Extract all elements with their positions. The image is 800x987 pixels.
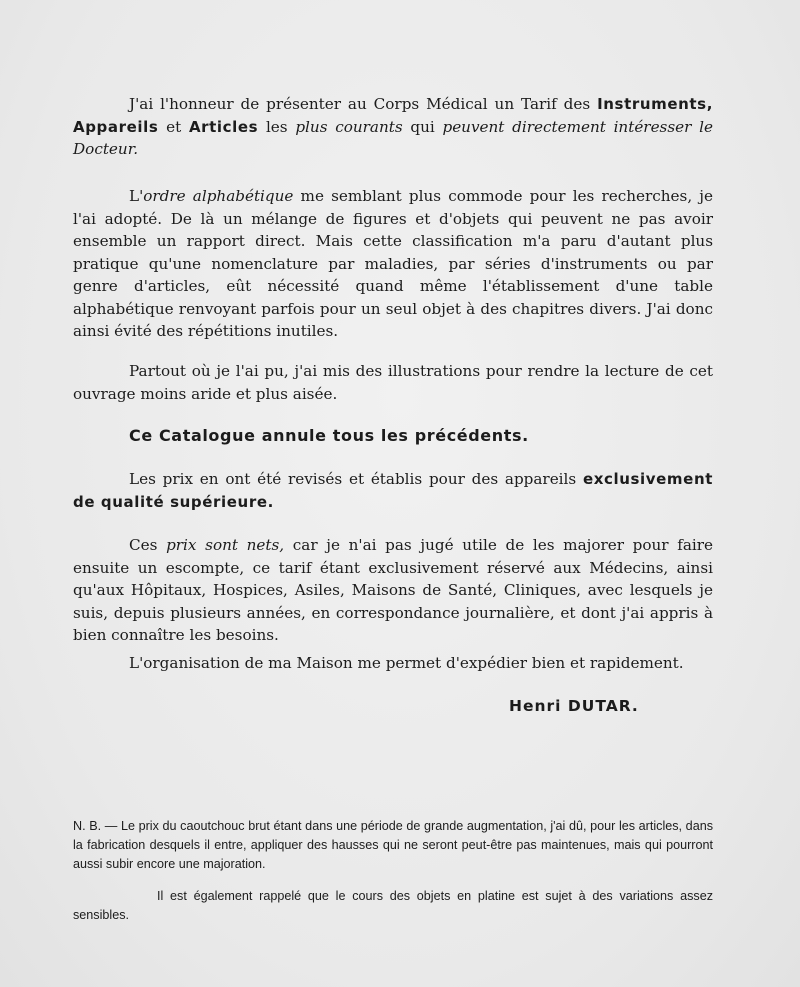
paragraph-organisation <box>73 652 713 675</box>
nets-text-start: Ces <box>129 536 167 554</box>
prix-bold: exclusivement de qualité supérieure. <box>73 470 713 511</box>
intro-text-et: et <box>158 117 189 136</box>
note-platine <box>73 887 713 925</box>
prix-text-start: Les prix en ont été revisés et établis pour des appareils <box>129 470 583 488</box>
note-caoutchouc: N. B. — Le prix du caoutchouc brut étant dans une période de grande augmentation, j'ai dû, pour les articles, dans la fabrication desquels il entre, appliquer des hausses qui ne seront peut-être pas maintenues, mais qui pourront aussi subir encore une majoration. <box>73 819 713 871</box>
paragraph-prix-nets <box>73 534 713 647</box>
intro-bold-appareils: Appareils <box>73 117 159 136</box>
note-platine-text: Il est également rappelé que le cours des objets en platine est sujet à des variations assez sensibles. <box>73 889 713 922</box>
catalogue-annule-heading: Ce Catalogue annule tous les précédents. <box>129 426 529 445</box>
ordre-text-rest: me semblant plus commode pour les recherches, je l'ai adopté. De là un mélange de figures et d'objets qui peuvent ne pas avoir ensemble un rapport direct. Mais cette classification m'a paru d'autant plus pratique qu'une nomenclature par maladies, par séries d'instruments ou par genre d'articles, eût nécessité quand même l'établissement d'une table alphabétique renvoyant parfois pour un seul objet à des chapitres divers. J'ai donc ainsi évité des répétitions inutiles. <box>73 187 713 340</box>
paragraph-partout <box>73 360 713 405</box>
nets-italic: prix sont nets, <box>166 536 285 554</box>
nets-text-rest: car je n'ai pas jugé utile de les majorer pour faire ensuite un escompte, ce tarif étant exclusivement réservé aux Médecins, ainsi qu'aux Hôpitaux, Hospices, Asiles, Maisons de Santé, Cliniques, avec lesquels je suis, depuis plusieurs années, en correspondance journalière, et dont j'ai appris à bien connaître les besoins. <box>73 536 713 644</box>
signature: Henri DUTAR. <box>509 697 639 715</box>
intro-italic-interesser: peuvent directement intéresser le Docteur. <box>73 117 713 158</box>
paragraph-intro <box>73 93 713 161</box>
ordre-text-start: L' <box>129 187 144 205</box>
intro-text-les: les <box>258 117 296 136</box>
intro-text-start: J'ai l'honneur de présenter au Corps Médical un Tarif des <box>129 95 598 113</box>
intro-bold-instruments: Instruments, <box>597 95 713 113</box>
organisation-text: L'organisation de ma Maison me permet d'expédier bien et rapidement. <box>129 654 684 672</box>
partout-text: Partout où je l'ai pu, j'ai mis des illustrations pour rendre la lecture de cet ouvrage moins aride et plus aisée. <box>73 362 713 403</box>
paragraph-ordre-alphabetique <box>73 185 713 343</box>
intro-italic-plus-courants: plus courants <box>295 117 403 136</box>
paragraph-prix <box>73 468 713 513</box>
intro-bold-articles: Articles <box>188 117 259 136</box>
intro-text-qui: qui <box>402 117 443 136</box>
ordre-italic: ordre alphabétique <box>143 187 294 205</box>
